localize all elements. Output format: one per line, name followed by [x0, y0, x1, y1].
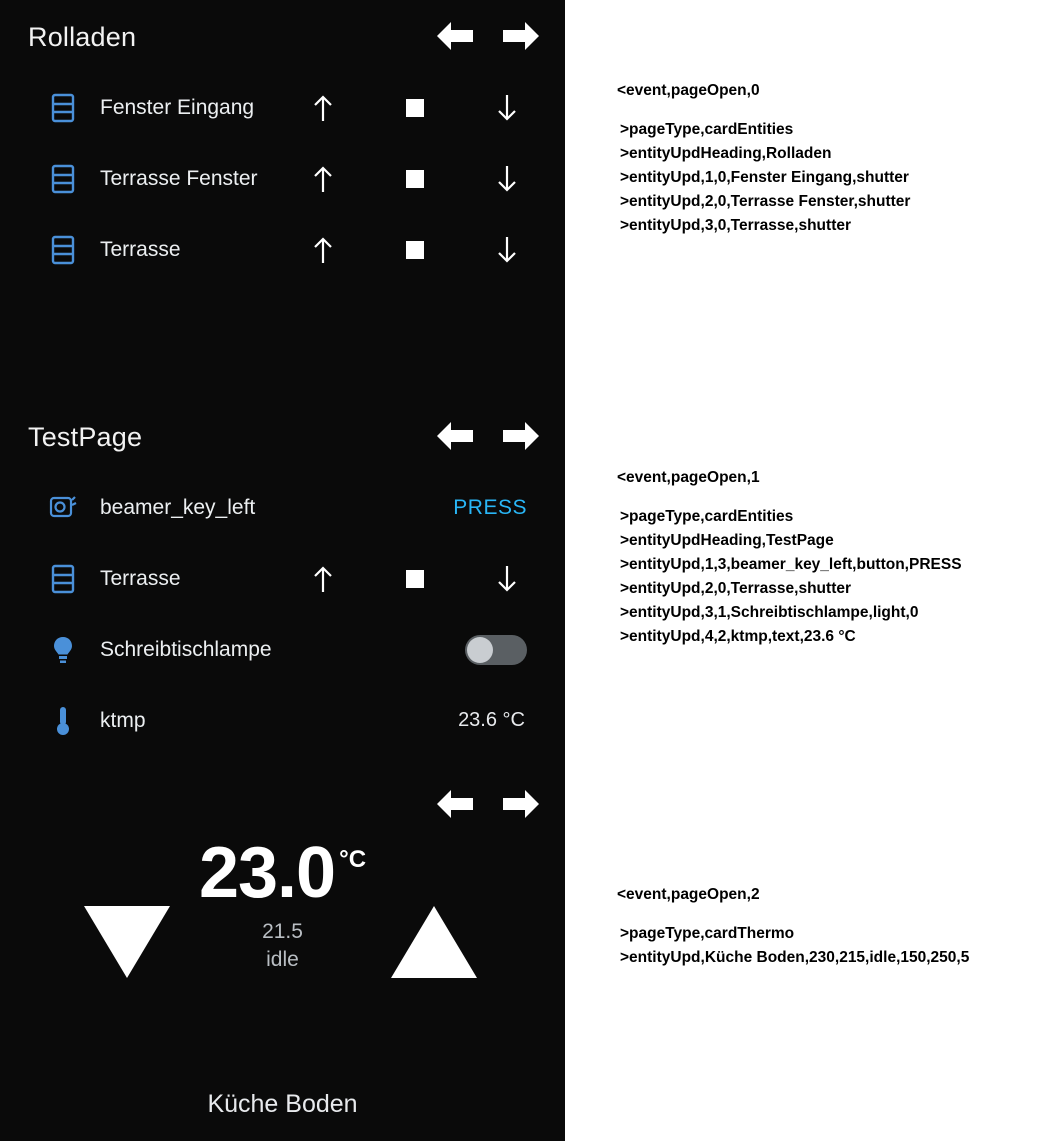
page-title: Rolladen: [28, 22, 137, 52]
card-entities-testpage: [0, 400, 565, 770]
card-header: [0, 0, 565, 72]
log-block: [617, 886, 969, 970]
toggle-knob: [467, 637, 493, 663]
log-block: [617, 82, 910, 238]
shutter-stop-button[interactable]: [392, 156, 438, 202]
thermostat-name: Küche Boden: [207, 1090, 358, 1118]
list-item-label: Schreibtischlampe: [100, 637, 272, 661]
log-event-line: <event,pageOpen,2: [617, 886, 760, 903]
entity-value: 23.6 °C: [458, 709, 525, 731]
serial-log-panel: [565, 0, 1045, 1141]
log-command-list: [617, 505, 962, 649]
target-temperature: 21.5: [262, 920, 303, 943]
shutter-down-button[interactable]: [484, 156, 530, 202]
shutter-icon: [40, 164, 86, 194]
current-temperature: 23.0: [198, 833, 336, 913]
shutter-down-button[interactable]: [484, 85, 530, 131]
shutter-up-button[interactable]: [300, 227, 346, 273]
shutter-up-button[interactable]: [300, 556, 346, 602]
shutter-icon: [40, 564, 86, 594]
list-item-label: Terrasse: [100, 566, 181, 590]
next-page-button[interactable]: [501, 418, 543, 454]
log-block: [617, 469, 962, 649]
thermometer-icon: [40, 705, 86, 737]
list-item: [0, 472, 565, 543]
page-navigation: [433, 18, 543, 54]
entity-rows: [0, 472, 565, 756]
status-badge: idle: [266, 948, 299, 971]
temperature-unit: °C: [339, 846, 367, 873]
shutter-controls: [300, 227, 530, 273]
card-header: [0, 400, 565, 472]
list-item: [0, 72, 565, 143]
shutter-controls: [300, 156, 530, 202]
card-entities-rolladen: [0, 0, 565, 400]
log-command-list: [617, 118, 910, 238]
stop-square-icon: [406, 99, 424, 117]
shutter-stop-button[interactable]: [392, 85, 438, 131]
page-navigation: [433, 418, 543, 454]
list-item: [0, 143, 565, 214]
stop-square-icon: [406, 170, 424, 188]
list-item-label: Fenster Eingang: [100, 95, 255, 119]
list-item-label: beamer_key_left: [100, 495, 256, 519]
log-event-line: <event,pageOpen,0: [617, 82, 760, 99]
bulb-icon: [40, 635, 86, 665]
press-button[interactable]: PRESS: [453, 495, 527, 519]
list-item: [0, 543, 565, 614]
log-line: >entityUpd,2,0,Terrasse,shutter: [620, 580, 852, 597]
log-line: >pageType,cardEntities: [620, 508, 794, 525]
prev-page-button[interactable]: [433, 786, 475, 822]
log-line: >entityUpd,3,1,Schreibtischlampe,light,0: [620, 604, 919, 621]
log-event-line: <event,pageOpen,1: [617, 469, 760, 486]
list-item: [0, 214, 565, 285]
entity-rows: [0, 72, 565, 285]
shutter-stop-button[interactable]: [392, 227, 438, 273]
log-line: >entityUpd,1,0,Fenster Eingang,shutter: [620, 169, 909, 186]
log-command-list: [617, 922, 969, 970]
next-page-button[interactable]: [501, 18, 543, 54]
log-line: >entityUpd,1,3,beamer_key_left,button,PRESS: [620, 556, 962, 573]
next-page-button[interactable]: [501, 786, 543, 822]
log-line: >entityUpd,4,2,ktmp,text,23.6 °C: [620, 628, 856, 645]
shutter-controls: [300, 85, 530, 131]
list-item: [0, 685, 565, 756]
stop-square-icon: [406, 241, 424, 259]
page-navigation: [433, 786, 543, 822]
thermostat-readout: [0, 832, 565, 972]
shutter-down-button[interactable]: [484, 227, 530, 273]
shutter-controls: [300, 556, 530, 602]
shutter-up-button[interactable]: [300, 85, 346, 131]
log-line: >entityUpdHeading,Rolladen: [620, 145, 832, 162]
thermostat: [0, 770, 565, 1141]
log-line: >entityUpd,2,0,Terrasse Fenster,shutter: [620, 193, 911, 210]
log-line: >entityUpd,3,0,Terrasse,shutter: [620, 217, 852, 234]
list-item-label: Terrasse: [100, 237, 181, 261]
prev-page-button[interactable]: [433, 18, 475, 54]
list-item-label: Terrasse Fenster: [100, 166, 258, 190]
log-line: >pageType,cardThermo: [620, 925, 795, 942]
log-line: >pageType,cardEntities: [620, 121, 794, 138]
shutter-stop-button[interactable]: [392, 556, 438, 602]
stop-square-icon: [406, 570, 424, 588]
list-item: [0, 614, 565, 685]
prev-page-button[interactable]: [433, 418, 475, 454]
list-item-label: ktmp: [100, 708, 146, 732]
shutter-icon: [40, 93, 86, 123]
projector-icon: [40, 494, 86, 522]
page-title: TestPage: [28, 422, 143, 452]
shutter-down-button[interactable]: [484, 556, 530, 602]
log-line: >entityUpdHeading,TestPage: [620, 532, 834, 549]
light-toggle[interactable]: [465, 635, 527, 665]
log-line: >entityUpd,Küche Boden,230,215,idle,150,250,5: [620, 949, 970, 966]
shutter-up-button[interactable]: [300, 156, 346, 202]
shutter-icon: [40, 235, 86, 265]
card-thermo: [0, 770, 565, 1141]
